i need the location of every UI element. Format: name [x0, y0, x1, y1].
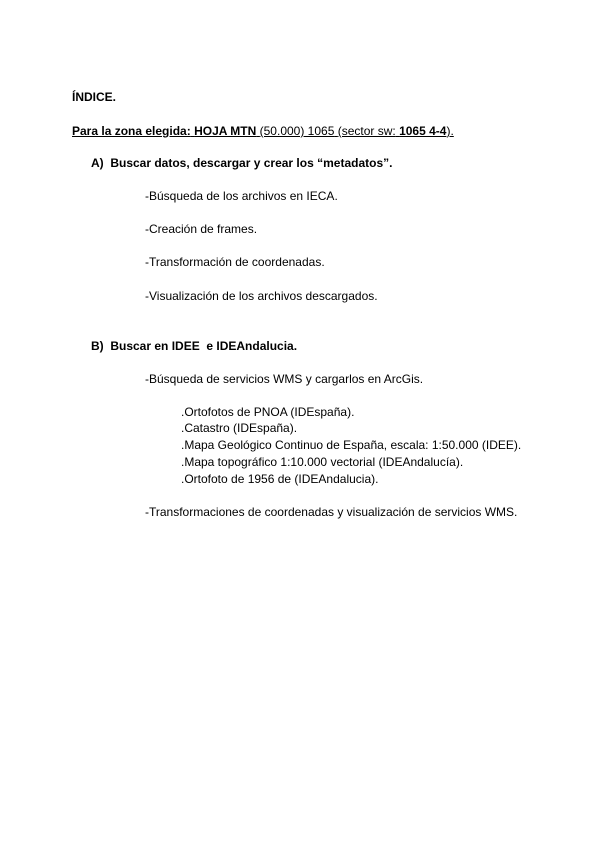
zone-sector-code: 1065 4-4: [399, 124, 447, 138]
section-a-item: -Creación de frames.: [145, 222, 258, 236]
wms-subitem: .Ortofoto de 1956 de (IDEAndalucia).: [181, 472, 379, 486]
zone-sheet: HOJA MTN: [194, 124, 257, 138]
zone-scale: (50.000) 1065: [259, 124, 335, 138]
wms-subitem: .Catastro (IDEspaña).: [181, 421, 298, 435]
section-b-item: -Búsqueda de servicios WMS y cargarlos en ArcGis.: [145, 372, 424, 386]
section-a-item: -Transformación de coordenadas.: [145, 255, 325, 269]
section-a-item: -Búsqueda de los archivos en IECA.: [145, 189, 338, 203]
zone-sector-close: ).: [446, 124, 454, 138]
section-a-heading: A) Buscar datos, descargar y crear los “metadatos”.: [91, 156, 393, 170]
zone-line: [72, 124, 454, 138]
wms-subitem: .Mapa Geológico Continuo de España, escala: 1:50.000 (IDEE).: [181, 438, 522, 452]
zone-label: Para la zona elegida:: [72, 124, 191, 138]
wms-subitem: .Ortofotos de PNOA (IDEspaña).: [181, 405, 355, 419]
section-b-heading: B) Buscar en IDEE e IDEAndalucia.: [91, 339, 298, 353]
section-a-item: -Visualización de los archivos descargados.: [145, 289, 378, 303]
zone-sector-label: (sector sw:: [337, 124, 396, 138]
index-title: ÍNDICE.: [72, 90, 117, 104]
wms-subitem: .Mapa topográfico 1:10.000 vectorial (IDEAndalucía).: [181, 455, 464, 469]
section-b-item: -Transformaciones de coordenadas y visualización de servicios WMS.: [145, 505, 518, 519]
